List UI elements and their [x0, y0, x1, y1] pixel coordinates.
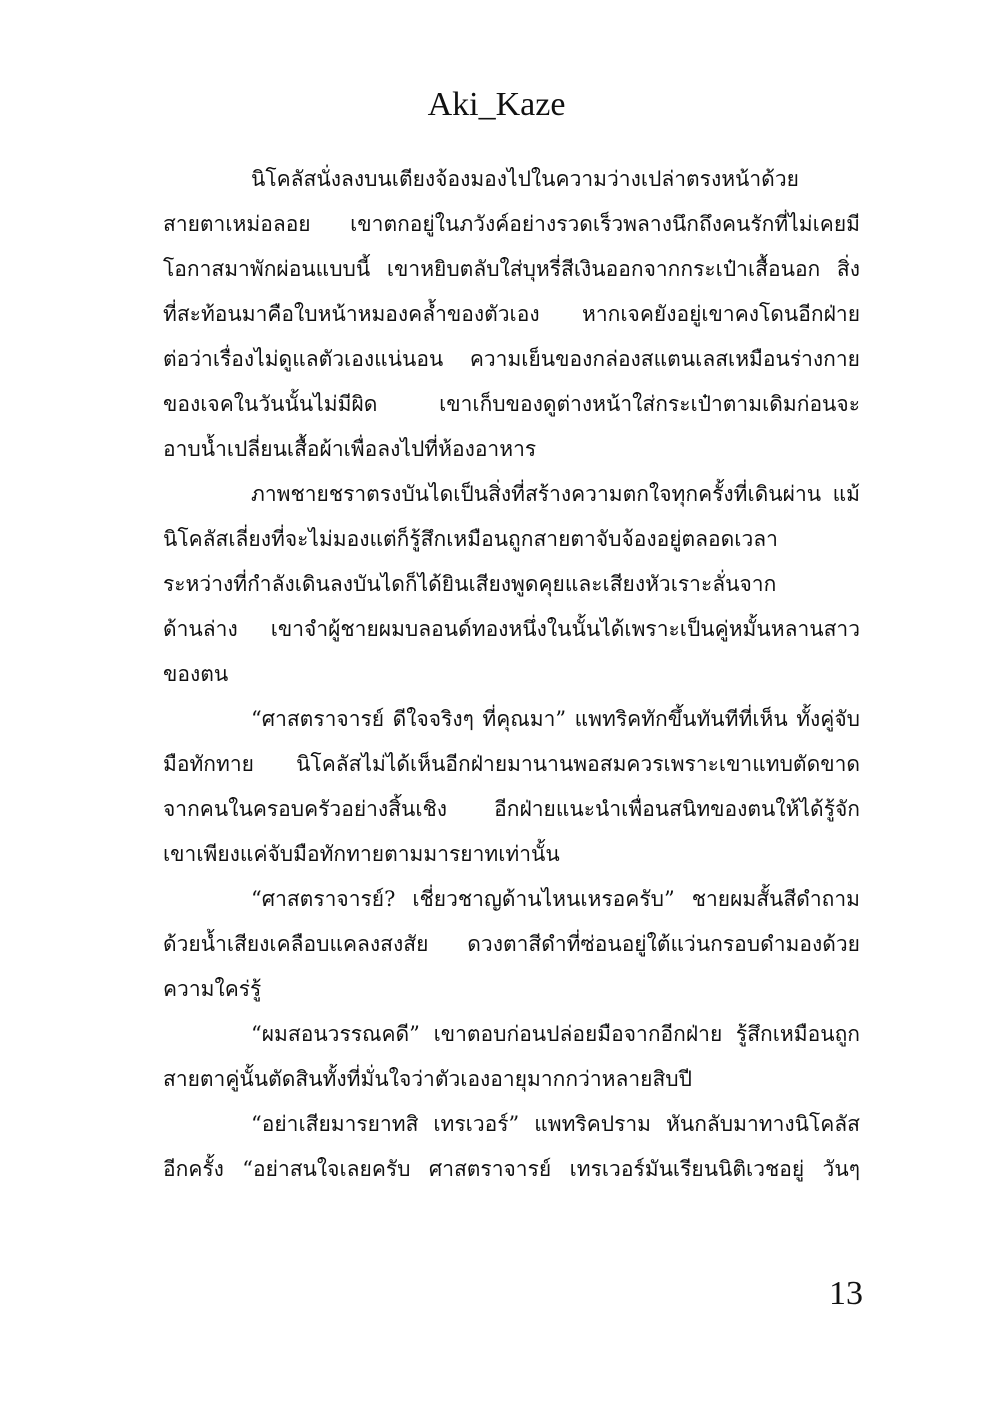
text-line: อาบน้ำเปลี่ยนเสื้อผ้าเพื่อลงไปที่ห้องอาหาร: [163, 437, 537, 461]
text-line: ความใคร่รู้: [163, 977, 262, 1001]
text-line: อีกครั้ง “อย่าสนใจเลยครับ ศาสตราจารย์ เทรเวอร์มันเรียนนิติเวชอยู่ วันๆ: [163, 1157, 860, 1181]
text-line: เขาเพียงแค่จับมือทักทายตามมารยาทเท่านั้น: [163, 842, 560, 866]
text-line: ด้านล่าง เขาจำผู้ชายผมบลอนด์ทองหนึ่งในนั้นได้เพราะเป็นคู่หมั้นหลานสาว: [163, 617, 860, 641]
text-line: สายตาคู่นั้นตัดสินทั้งที่มั่นใจว่าตัวเองอายุมากกว่าหลายสิบปี: [163, 1067, 692, 1091]
text-line: สายตาเหม่อลอย เขาตกอยู่ในภวังค์อย่างรวดเร็วพลางนึกถึงคนรักที่ไม่เคยมี: [163, 212, 860, 236]
text-line: นิโคลัสนั่งลงบนเตียงจ้องมองไปในความว่างเปล่าตรงหน้าด้วย: [251, 167, 799, 191]
running-header-author: Aki_Kaze: [427, 86, 566, 123]
text-line: ของเจคในวันนั้นไม่มีผิด เขาเก็บของดูต่างหน้าใส่กระเป๋าตามเดิมก่อนจะ: [163, 392, 860, 416]
body-text: [163, 157, 860, 1192]
text-line: โอกาสมาพักผ่อนแบบนี้ เขาหยิบตลับใส่บุหรี่สีเงินออกจากกระเป๋าเสื้อนอก สิ่ง: [163, 257, 860, 281]
page-number: 13: [829, 1275, 863, 1312]
text-line: จากคนในครอบครัวอย่างสิ้นเชิง อีกฝ่ายแนะนำเพื่อนสนิทของตนให้ได้รู้จัก: [163, 797, 860, 821]
text-line: “ศาสตราจารย์ ดีใจจริงๆ ที่คุณมา” แพทริคทักขึ้นทันทีที่เห็น ทั้งคู่จับ: [251, 707, 860, 731]
text-line: “อย่าเสียมารยาทสิ เทรเวอร์” แพทริคปราม หันกลับมาทางนิโคลัส: [251, 1112, 860, 1136]
text-line: ที่สะท้อนมาคือใบหน้าหมองคล้ำของตัวเอง หากเจคยังอยู่เขาคงโดนอีกฝ่าย: [163, 302, 860, 326]
text-line: มือทักทาย นิโคลัสไม่ได้เห็นอีกฝ่ายมานานพอสมควรเพราะเขาแทบตัดขาด: [163, 752, 860, 776]
text-line: ต่อว่าเรื่องไม่ดูแลตัวเองแน่นอน ความเย็นของกล่องสแตนเลสเหมือนร่างกาย: [163, 347, 860, 371]
text-line: นิโคลัสเลี่ยงที่จะไม่มองแต่ก็รู้สึกเหมือนถูกสายตาจับจ้องอยู่ตลอดเวลา: [163, 527, 778, 551]
text-line: ระหว่างที่กำลังเดินลงบันไดก็ได้ยินเสียงพูดคุยและเสียงหัวเราะลั่นจาก: [163, 572, 777, 596]
text-line: ด้วยน้ำเสียงเคลือบแคลงสงสัย ดวงตาสีดำที่ซ่อนอยู่ใต้แว่นกรอบดำมองด้วย: [163, 932, 860, 956]
text-line: “ผมสอนวรรณคดี” เขาตอบก่อนปล่อยมือจากอีกฝ่าย รู้สึกเหมือนถูก: [251, 1022, 860, 1046]
text-line: ภาพชายชราตรงบันไดเป็นสิ่งที่สร้างความตกใจทุกครั้งที่เดินผ่าน แม้: [251, 482, 860, 506]
text-line: ของตน: [163, 662, 229, 686]
text-line: “ศาสตราจารย์? เชี่ยวชาญด้านไหนเหรอครับ” ชายผมสั้นสีดำถาม: [251, 887, 860, 911]
